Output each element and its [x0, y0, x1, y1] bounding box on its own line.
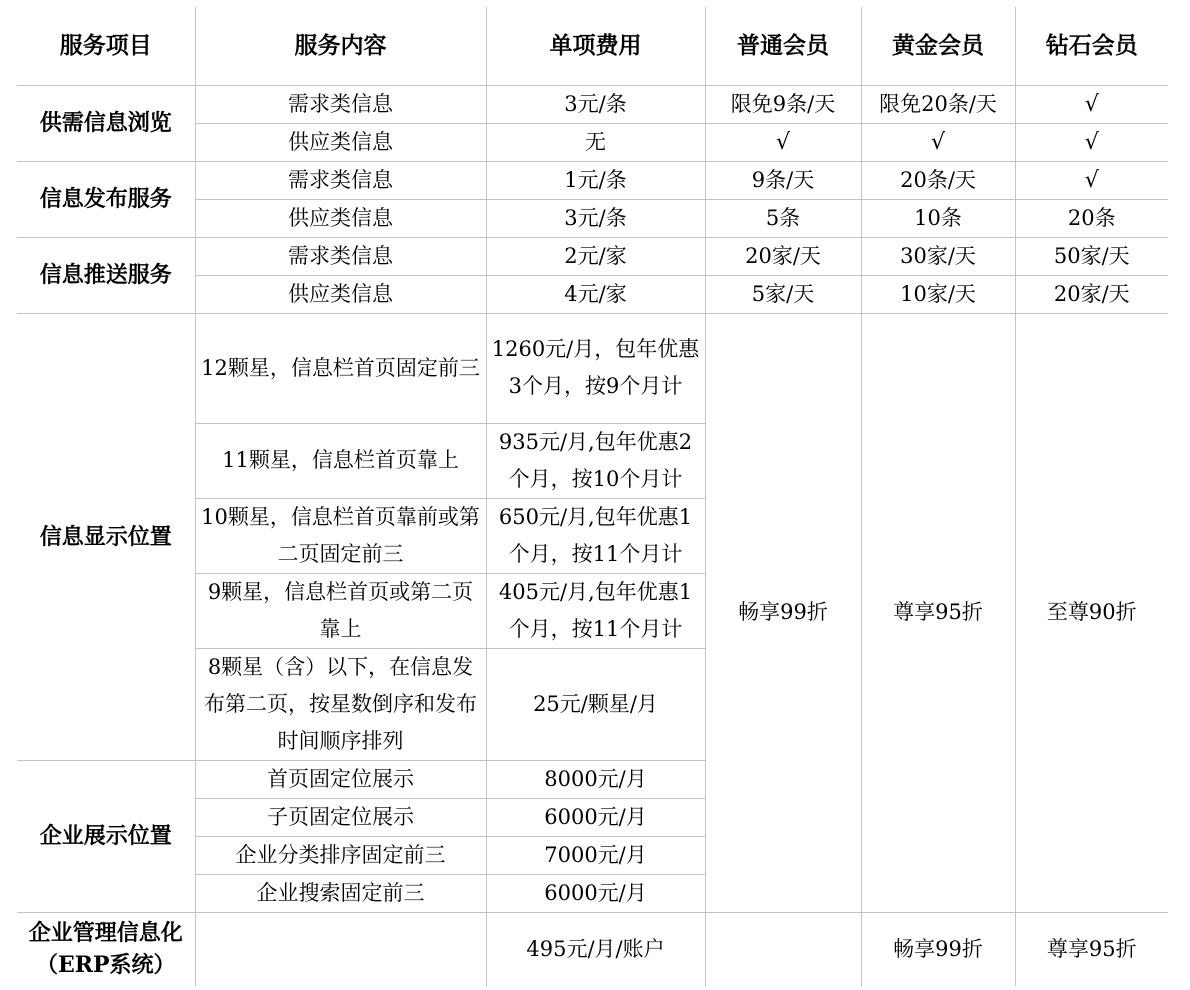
fee-cell: 6000元/月 [486, 798, 705, 836]
header-diamond-member: 钻石会员 [1015, 7, 1168, 85]
gold-discount-cell: 尊享95折 [861, 313, 1015, 912]
check-mark: √ [705, 123, 861, 161]
diamond-discount-cell: 至尊90折 [1015, 313, 1168, 912]
content-cell: 9颗星，信息栏首页或第二页靠上 [195, 573, 486, 648]
check-mark: √ [1015, 123, 1168, 161]
table-row [17, 912, 1168, 986]
check-mark: √ [1015, 161, 1168, 199]
fee-cell: 650元/月,包年优惠1个月，按11个月计 [486, 498, 705, 573]
fee-cell: 无 [486, 123, 705, 161]
table-row [17, 313, 1168, 423]
content-cell: 供应类信息 [195, 199, 486, 237]
gold-cell: 20条/天 [861, 161, 1015, 199]
fee-cell: 8000元/月 [486, 760, 705, 798]
content-cell: 11颗星，信息栏首页靠上 [195, 423, 486, 498]
category-cell: 信息发布服务 [17, 161, 195, 237]
table-row [17, 237, 1168, 275]
category-cell: 供需信息浏览 [17, 85, 195, 161]
category-cell: 信息显示位置 [17, 313, 195, 760]
fee-cell: 1元/条 [486, 161, 705, 199]
fee-cell: 2元/家 [486, 237, 705, 275]
table-row [17, 85, 1168, 123]
fee-cell: 3元/条 [486, 85, 705, 123]
gold-cell: 10条 [861, 199, 1015, 237]
fee-cell: 25元/颗星/月 [486, 648, 705, 760]
content-cell: 需求类信息 [195, 237, 486, 275]
regular-cell: 9条/天 [705, 161, 861, 199]
gold-cell: 10家/天 [861, 275, 1015, 313]
category-cell: 企业管理信息化（ERP系统） [17, 912, 195, 986]
content-cell [195, 912, 486, 986]
fee-cell: 3元/条 [486, 199, 705, 237]
fee-cell: 4元/家 [486, 275, 705, 313]
content-cell: 12颗星，信息栏首页固定前三 [195, 313, 486, 423]
fee-cell: 1260元/月，包年优惠3个月，按9个月计 [486, 313, 705, 423]
check-mark: √ [861, 123, 1015, 161]
content-cell: 首页固定位展示 [195, 760, 486, 798]
regular-cell: 20家/天 [705, 237, 861, 275]
content-cell: 10颗星，信息栏首页靠前或第二页固定前三 [195, 498, 486, 573]
gold-cell: 畅享99折 [861, 912, 1015, 986]
table-row [17, 161, 1168, 199]
content-cell: 企业搜索固定前三 [195, 874, 486, 912]
regular-cell: 5家/天 [705, 275, 861, 313]
content-cell: 需求类信息 [195, 85, 486, 123]
diamond-cell: 尊享95折 [1015, 912, 1168, 986]
diamond-cell: 20条 [1015, 199, 1168, 237]
content-cell: 供应类信息 [195, 275, 486, 313]
fee-cell: 405元/月,包年优惠1个月，按11个月计 [486, 573, 705, 648]
header-service-item: 服务项目 [17, 7, 195, 85]
regular-cell [705, 912, 861, 986]
content-cell: 企业分类排序固定前三 [195, 836, 486, 874]
regular-discount-cell: 畅享99折 [705, 313, 861, 912]
diamond-cell: 20家/天 [1015, 275, 1168, 313]
header-unit-fee: 单项费用 [486, 7, 705, 85]
gold-cell: 30家/天 [861, 237, 1015, 275]
header-gold-member: 黄金会员 [861, 7, 1015, 85]
content-cell: 子页固定位展示 [195, 798, 486, 836]
pricing-table [17, 7, 1168, 986]
header-service-content: 服务内容 [195, 7, 486, 85]
category-cell: 信息推送服务 [17, 237, 195, 313]
content-cell: 供应类信息 [195, 123, 486, 161]
fee-cell: 935元/月,包年优惠2个月，按10个月计 [486, 423, 705, 498]
fee-cell: 7000元/月 [486, 836, 705, 874]
category-cell: 企业展示位置 [17, 760, 195, 912]
diamond-cell: 50家/天 [1015, 237, 1168, 275]
fee-cell: 495元/月/账户 [486, 912, 705, 986]
header-regular-member: 普通会员 [705, 7, 861, 85]
regular-cell: 限免9条/天 [705, 85, 861, 123]
regular-cell: 5条 [705, 199, 861, 237]
header-row [17, 7, 1168, 85]
fee-cell: 6000元/月 [486, 874, 705, 912]
content-cell: 需求类信息 [195, 161, 486, 199]
gold-cell: 限免20条/天 [861, 85, 1015, 123]
content-cell: 8颗星（含）以下，在信息发布第二页，按星数倒序和发布时间顺序排列 [195, 648, 486, 760]
check-mark: √ [1015, 85, 1168, 123]
